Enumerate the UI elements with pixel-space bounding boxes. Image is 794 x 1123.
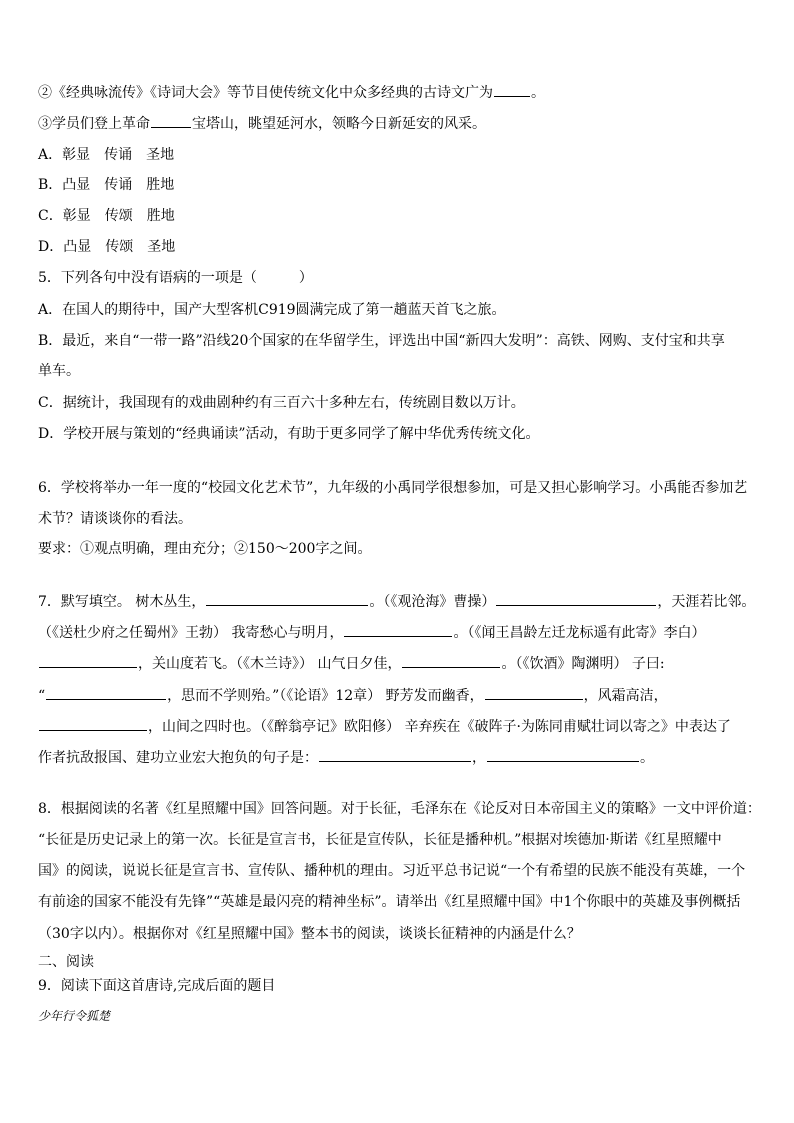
q4-option-c: C．彰显 传颂 胜地 [38,208,175,224]
q4-line-2: ②《经典咏流传》《诗词大会》等节目使传统文化中众多经典的古诗文广为 。 [38,82,545,103]
q5-option-b-cont: 单车。 [38,363,80,379]
q8-line-2: “长征是历史记录上的第一次。长征是宣言书，长征是宣传队，长征是播种机。”根据对埃德加·斯诺《红星照耀中 [38,832,722,848]
blank [402,653,500,668]
section-heading: 二、阅读 [38,954,94,970]
q6-line-1: 6．学校将举办一年一度的“校园文化艺术节”，九年级的小禹同学很想参加，可是又担心影响学习。小禹能否参加艺 [38,480,748,496]
q5-stem: 5．下列各句中没有语病的一项是（ ） [38,270,313,286]
q7-line-2: （《送杜少府之任蜀州》王勃） 我寄愁心与明月， 。（《闻王昌龄左迁龙标遥有此寄》李白） [38,622,705,643]
blank [344,622,452,637]
q5-option-d: D．学校开展与策划的“经典诵读”活动，有助于更多同学了解中华优秀传统文化。 [38,426,540,442]
blank [39,716,147,731]
blank [485,685,583,700]
blank [39,653,137,668]
poem-title: 少年行令狐楚 [38,1009,111,1023]
blank [206,591,368,606]
q5-option-c: C．据统计，我国现有的戏曲剧种约有三百六十多种左右，传统剧目数以万计。 [38,395,525,411]
blank [151,113,191,128]
q8-line-5: （30字以内）。根据你对《红星照耀中国》整本书的阅读，谈谈长征精神的内涵是什么？ [38,926,581,942]
q5-option-b: B．最近，来自“一带一路”沿线20个国家的在华留学生，评选出中国“新四大发明”：高铁、网购、支付宝和共享 [38,333,725,349]
blank [319,747,471,762]
q4-option-a: A．彰显 传诵 圣地 [38,147,175,163]
q5-option-a: A．在国人的期待中，国产大型客机C919圆满完成了第一趟蓝天首飞之旅。 [38,302,506,318]
q8-line-4: 有前途的国家不能没有先锋”“英雄是最闪亮的精神坐标”。请举出《红星照耀中国》中1个你眼中的英雄及事例概括 [38,894,741,910]
q7-line-3: ，关山度若飞。（《木兰诗》） 山气日夕佳， 。（《饮酒》陶渊明） 子曰: [38,653,665,674]
blank [496,591,656,606]
q8-line-3: 国》的阅读，说说长征是宣言书、宣传队、播种机的理由。习近平总书记说“一个有希望的民族不能没有英雄，一个 [38,863,746,879]
q4-option-d: D．凸显 传颂 圣地 [38,239,176,255]
q7-line-6: 作者抗敌报国、建功立业宏大抱负的句子是： ， 。 [38,747,654,768]
blank [46,685,166,700]
q4-line-3: ③学员们登上革命 宝塔山，眺望延河水，领略今日新延安的风采。 [38,113,486,134]
q4-option-b: B．凸显 传诵 胜地 [38,177,175,193]
q7-line-5: ，山间之四时也。（《醉翁亭记》欧阳修） 辛弃疾在《破阵子·为陈同甫赋壮词以寄之》中表达了 [38,716,731,737]
q8-line-1: 8．根据阅读的名著《红星照耀中国》回答问题。对于长征，毛泽东在《论反对日本帝国主义的策略》一文中评价道： [38,801,761,817]
blank [487,747,639,762]
q7-line-4: “ ，思而不学则殆。”（《论语》12章） 野芳发而幽香， ，风霜高洁， [38,685,668,706]
blank [494,82,530,97]
q9-stem: 9．阅读下面这首唐诗,完成后面的题目 [38,978,276,994]
q7-line-1: 7．默写填空。 树木丛生， 。（《观沧海》曹操） ，天涯若比邻。 [38,591,755,612]
q6-line-2: 术节？请谈谈你的看法。 [38,511,192,527]
q6-requirements: 要求：①观点明确，理由充分；②150～200字之间。 [38,541,372,557]
